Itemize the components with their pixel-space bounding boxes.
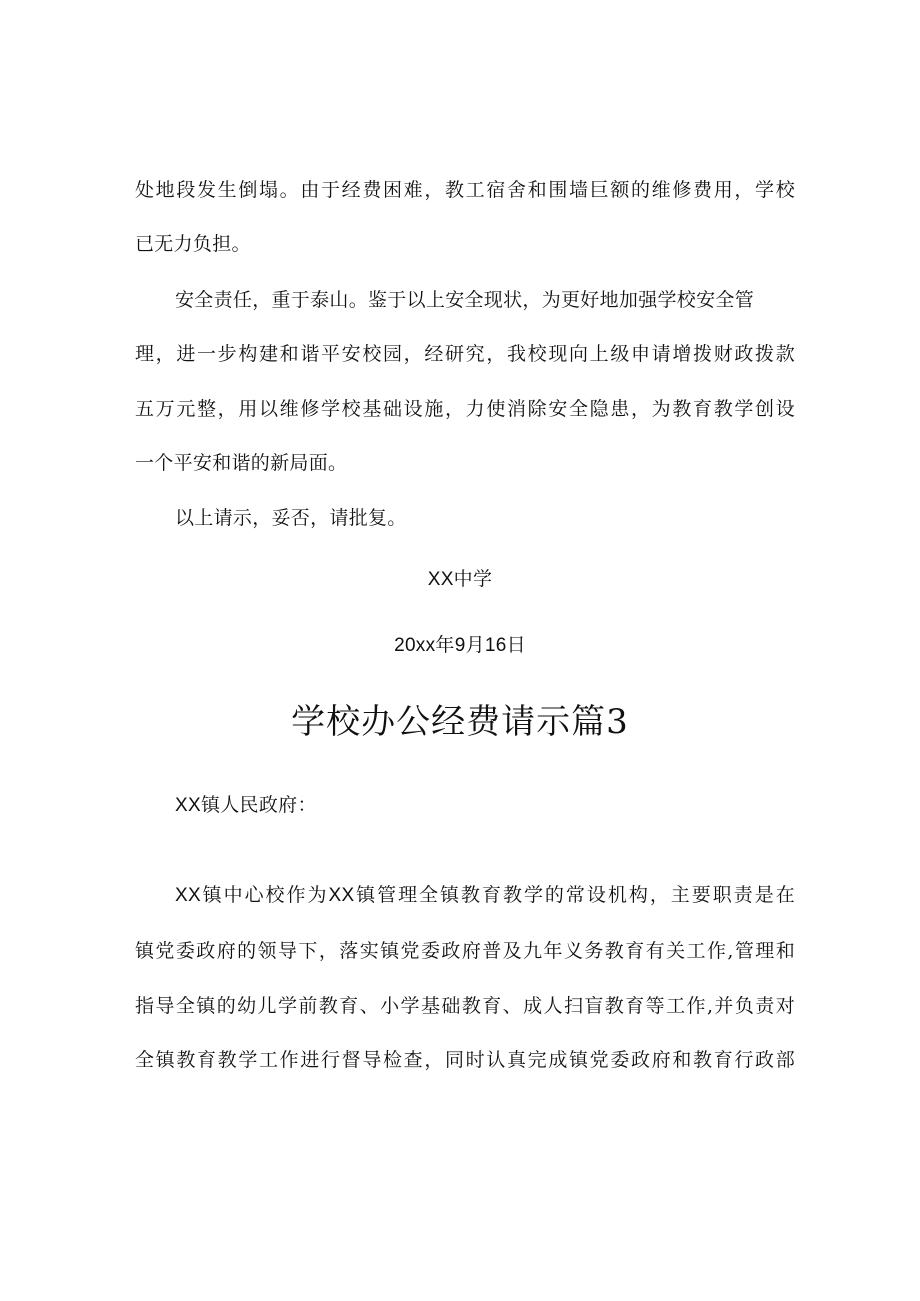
paragraph-2-line-3: 五万元整，用以维修学校基础设施，力使消除安全隐患，为教育教学创设 bbox=[135, 398, 795, 420]
paragraph-3-line-1: XX镇中心校作为XX镇管理全镇教育教学的常设机构，主要职责是在 bbox=[175, 885, 795, 906]
signature-date: 20xx年9月16日 bbox=[394, 635, 526, 656]
signature-org: XX中学 bbox=[427, 569, 493, 590]
section-title: 学校办公经费请示篇3 bbox=[291, 702, 629, 742]
paragraph-2-line-1: 安全责任，重于泰山。鉴于以上安全现状，为更好地加强学校安全管 bbox=[175, 289, 755, 311]
paragraph-3-line-4: 全镇教育教学工作进行督导检查，同时认真完成镇党委政府和教育行政部 bbox=[135, 1049, 795, 1071]
paragraph-2-line-4: 一个平安和谐的新局面。 bbox=[135, 452, 348, 474]
paragraph-1-line-1: 处地段发生倒塌。由于经费困难，教工宿舍和围墙巨额的维修费用，学校 bbox=[135, 179, 795, 201]
addressee: XX镇人民政府： bbox=[175, 795, 317, 816]
paragraph-2-line-2: 理，进一步构建和谐平安校园，经研究，我校现向上级申请增拨财政拨款 bbox=[135, 343, 795, 365]
closing-line: 以上请示，妥否，请批复。 bbox=[175, 507, 407, 529]
paragraph-3-line-3: 指导全镇的幼儿学前教育、小学基础教育、成人扫盲教育等工作,并负责对 bbox=[135, 995, 795, 1017]
paragraph-1-line-2: 已无力负担。 bbox=[135, 233, 251, 255]
paragraph-3-line-2: 镇党委政府的领导下，落实镇党委政府普及九年义务教育有关工作,管理和 bbox=[135, 940, 795, 962]
